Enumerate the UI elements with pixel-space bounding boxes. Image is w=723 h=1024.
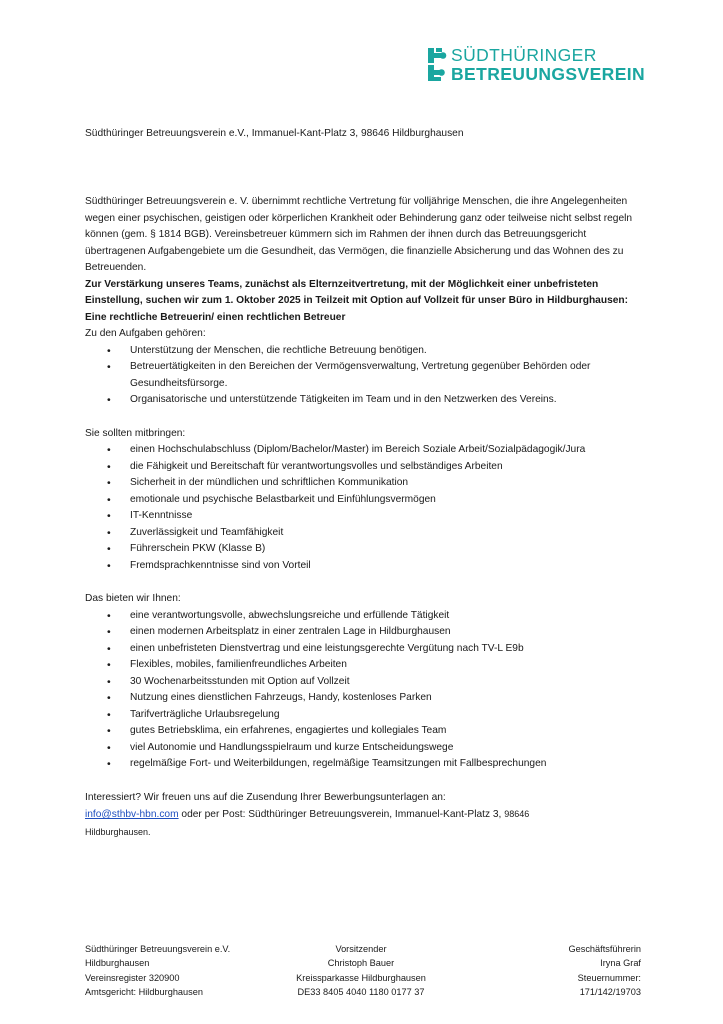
list-item: • einen modernen Arbeitsplatz in einer zentralen Lage in Hildburghausen (85, 624, 645, 641)
list-item: • Fremdsprachkenntnisse sind von Vorteil (85, 558, 645, 575)
footer-manager-column (568, 942, 641, 999)
closing-postcode: 98646 (504, 809, 530, 819)
list-item: • Zuverlässigkeit und Teamfähigkeit (85, 525, 645, 542)
list-item: • Tarifverträgliche Urlaubsregelung (85, 707, 645, 724)
list-item: • IT-Kenntnisse (85, 508, 645, 525)
logo-line-2: BETREUUNGSVEREIN (451, 64, 646, 84)
list-item: • die Fähigkeit und Bereitschaft für verantwortungsvolles und selbständiges Arbeiten (85, 459, 645, 476)
recruitment-statement: Zur Verstärkung unseres Teams, zunächst als Elternzeitvertretung, mit der Möglichkeit einer unbefristeten Einstellung, suchen wir zum 1. Oktober 2025 in Teilzeit mit Option auf Vollzeit für unser Büro in Hildburghausen: (85, 278, 629, 306)
closing-contact-line (85, 806, 645, 824)
list-item: • Betreuertätigkeiten in den Bereichen der Vermögensverwaltung, Vertretung gegenüber Behörden oder Gesundheitsfürsorge. (85, 359, 645, 392)
list-item: • viel Autonomie und Handlungsspielraum und kurze Entscheidungswege (85, 740, 645, 757)
role-title: Eine rechtliche Betreuerin/ einen rechtlichen Betreuer (85, 311, 346, 323)
list-item: • gutes Betriebsklima, ein erfahrenes, engagiertes und kollegiales Team (85, 723, 645, 740)
list-item: • Flexibles, mobiles, familienfreundliches Arbeiten (85, 657, 645, 674)
footer-line: Vorsitzender (335, 944, 387, 954)
list-item: • Nutzung eines dienstlichen Fahrzeugs, Handy, kostenloses Parken (85, 690, 645, 707)
offers-list (85, 608, 645, 773)
footer-line: Südthüringer Betreuungsverein e.V. (85, 944, 231, 954)
list-item: • emotionale und psychische Belastbarkeit und Einfühlungsvermögen (85, 492, 645, 509)
tasks-list (85, 343, 645, 409)
intro-paragraph: Südthüringer Betreuungsverein e. V. übernimmt rechtliche Vertretung für volljährige Menschen, die ihre Angelegenheiten wegen einer psychischen, geistigen oder körperlichen Krankheit oder Behinderung ganz oder teilweise nicht selbst regeln können (gem. § 1814 BGB). Vereinsbetreuer kümmern sich im Rahmen der ihnen durch das Betreuungsgericht übertragenen Aufgabengebiete um die Gesundheit, das Vermögen, die finanzielle Absicherung und das Wohnen des zu Betreuenden. (85, 196, 633, 273)
footer-line: DE33 8405 4040 1180 0177 37 (297, 986, 425, 997)
list-item: • eine verantwortungsvolle, abwechslungsreiche und erfüllende Tätigkeit (85, 608, 645, 625)
organization-logo (427, 44, 646, 86)
footer-line: Kreissparkasse Hildburghausen (296, 972, 426, 983)
footer-line: Hildburghausen (85, 958, 150, 969)
list-item: • Unterstützung der Menschen, die rechtliche Betreuung benötigen. (85, 343, 645, 360)
list-item: • 30 Wochenarbeitsstunden mit Option auf Vollzeit (85, 674, 645, 691)
logo-line-1: SÜDTHÜRINGER (451, 45, 597, 65)
closing-city: Hildburghausen. (85, 826, 151, 837)
tasks-heading: Zu den Aufgaben gehören: (85, 328, 206, 339)
list-item: • Organisatorische und unterstützende Tätigkeiten im Team und in den Netzwerken des Vereins. (85, 392, 645, 409)
email-link[interactable]: info@sthbv-hbn.com (85, 809, 179, 820)
footer-line: Iryna Graf (600, 958, 641, 969)
footer-line: Geschäftsführerin (568, 944, 641, 954)
list-item: • einen Hochschulabschluss (Diplom/Bachelor/Master) im Bereich Soziale Arbeit/Sozialpädagogik/Jura (85, 442, 645, 459)
closing-post-text: oder per Post: Südthüringer Betreuungsverein, Immanuel-Kant-Platz 3, (178, 809, 505, 820)
footer-line: 171/142/19703 (579, 986, 641, 997)
requirements-list (85, 442, 645, 574)
footer-line: Christoph Bauer (327, 958, 395, 969)
sender-address-line: Südthüringer Betreuungsverein e.V., Immanuel-Kant-Platz 3, 98646 Hildburghausen (85, 128, 464, 139)
list-item: • einen unbefristeten Dienstvertrag und eine leistungsgerechte Vergütung nach TV-L E9b (85, 641, 645, 658)
letter-body (85, 194, 645, 840)
list-item: • Führerschein PKW (Klasse B) (85, 541, 645, 558)
footer-association-column (85, 942, 230, 999)
requirements-heading: Sie sollten mitbringen: (85, 427, 186, 439)
offers-heading: Das bieten wir Ihnen: (85, 593, 181, 604)
list-item: • Sicherheit in der mündlichen und schriftlichen Kommunikation (85, 475, 645, 492)
footer-line: Vereinsregister 320900 (85, 972, 180, 983)
footer-chairman-column (285, 942, 437, 999)
closing-paragraph (85, 790, 645, 841)
footer-line: Steuernummer: (577, 972, 641, 983)
puzzle-logo-icon (427, 47, 447, 83)
closing-invitation: Interessiert? Wir freuen uns auf die Zusendung Ihrer Bewerbungsunterlagen an: (85, 791, 446, 803)
list-item: • regelmäßige Fort- und Weiterbildungen, regelmäßige Teamsitzungen mit Fallbesprechungen (85, 756, 645, 773)
footer-line: Amtsgericht: Hildburghausen (85, 986, 203, 997)
